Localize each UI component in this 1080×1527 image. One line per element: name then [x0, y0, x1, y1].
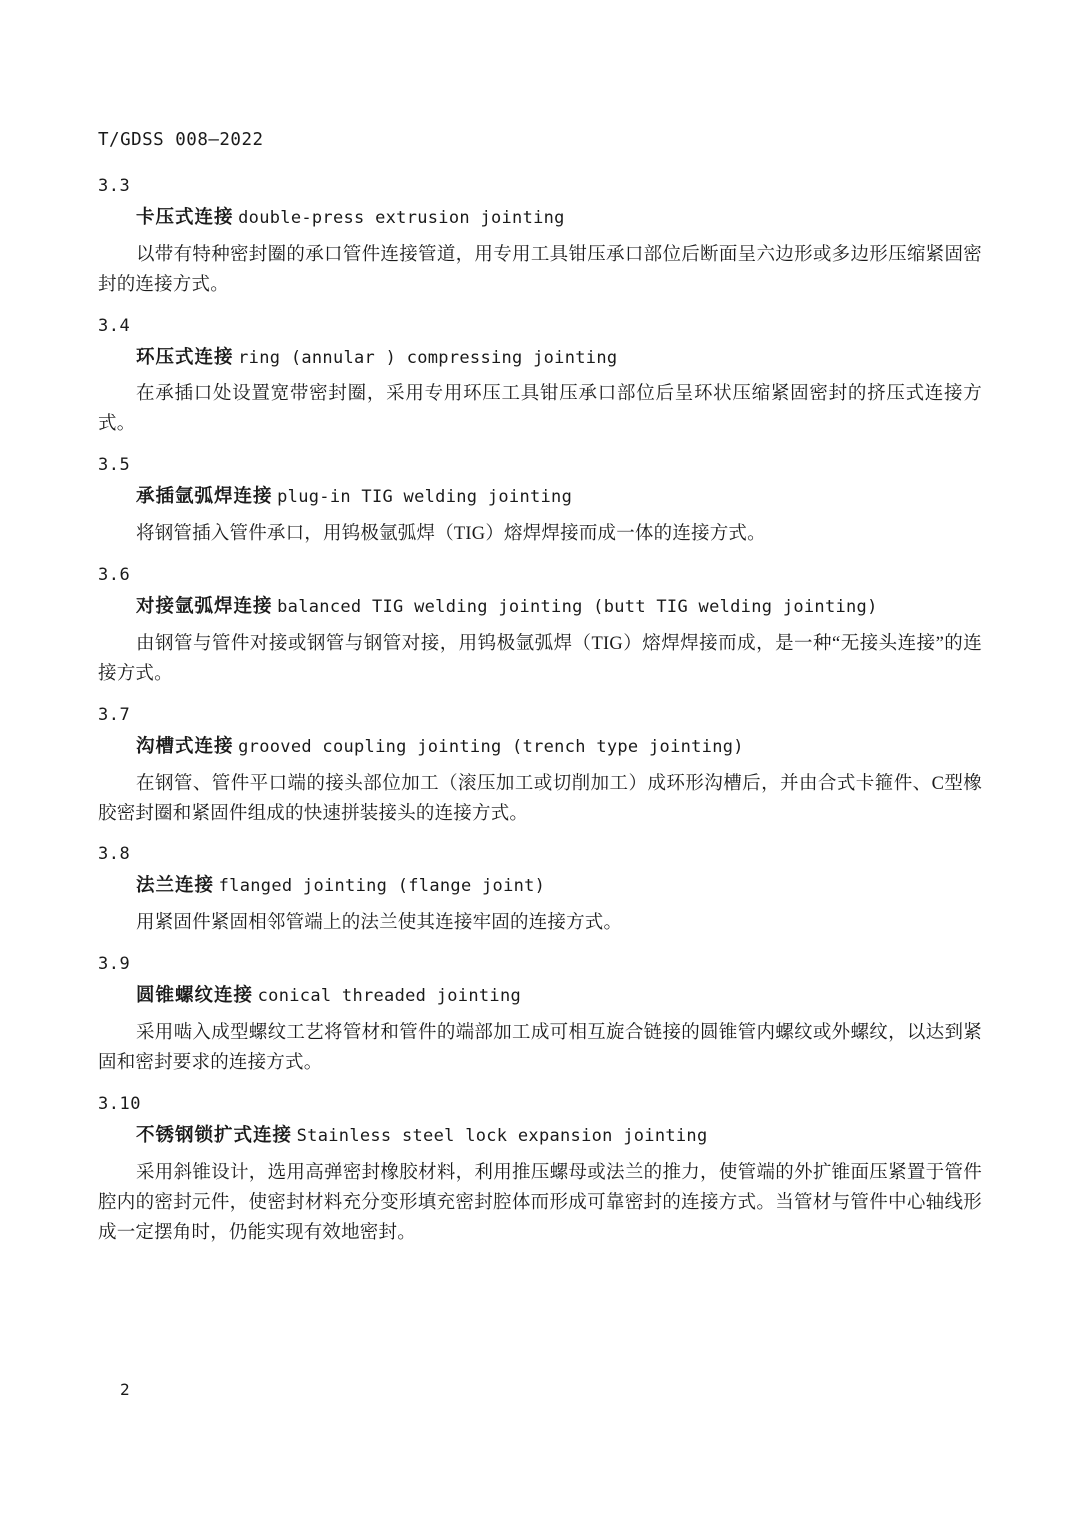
- clause-3-8: [98, 844, 982, 939]
- term-english: flanged jointing (flange joint): [218, 876, 546, 897]
- clause-3-9: [98, 954, 982, 1079]
- page-number: 2: [120, 1380, 130, 1399]
- clause-text: 以带有特种密封圈的承口管件连接管道，用专用工具钳压承口部位后断面呈六边形或多边形压缩紧固密封的连接方式。: [98, 244, 982, 295]
- clause-text: 采用啮入成型螺纹工艺将管材和管件的端部加工成可相互旋合链接的圆锥管内螺纹或外螺纹，以达到紧固和密封要求的连接方式。: [98, 1022, 982, 1073]
- term-chinese: 沟槽式连接: [136, 734, 234, 756]
- clause-number: 3.10: [98, 1093, 141, 1114]
- term-line: [98, 732, 982, 762]
- term-english: grooved coupling jointing (trench type jointing): [238, 736, 744, 757]
- term-english: double-press extrusion jointing: [238, 208, 565, 228]
- clause-text: 在承插口处设置宽带密封圈，采用专用环压工具钳压承口部位后呈环状压缩紧固密封的挤压式连接方式。: [98, 384, 982, 435]
- clause-3-5: [98, 455, 982, 550]
- clause-number: 3.7: [98, 704, 131, 725]
- clause-3-7: [98, 705, 982, 830]
- clause-3-6: [98, 565, 982, 690]
- term-line: [98, 343, 982, 373]
- term-chinese: 圆锥螺纹连接: [136, 984, 254, 1006]
- clause-number: 3.3: [98, 176, 131, 196]
- term-line: [98, 203, 982, 233]
- term-english: balanced TIG welding jointing (butt TIG welding jointing): [277, 597, 878, 618]
- clause-text: 将钢管插入管件承口，用钨极氩弧焊（TIG）熔焊焊接而成一体的连接方式。: [136, 524, 766, 545]
- term-chinese: 对接氩弧焊连接: [136, 595, 273, 617]
- term-line: [98, 482, 982, 512]
- clause-text: 用紧固件紧固相邻管端上的法兰使其连接牢固的连接方式。: [136, 913, 623, 934]
- term-chinese: 承插氩弧焊连接: [136, 485, 273, 507]
- term-chinese: 法兰连接: [136, 874, 215, 896]
- term-line: [98, 1121, 982, 1151]
- clause-text: 在钢管、管件平口端的接头部位加工（滚压加工或切削加工）成环形沟槽后，并由合式卡箍件、C型橡胶密封圈和紧固件组成的快速拼装接头的连接方式。: [98, 773, 982, 824]
- term-line: [98, 871, 982, 901]
- term-chinese: 不锈钢锁扩式连接: [136, 1123, 293, 1145]
- term-line: [98, 981, 982, 1011]
- clause-number: 3.6: [98, 565, 131, 586]
- clause-number: 3.9: [98, 954, 131, 975]
- term-chinese: 环压式连接: [136, 345, 234, 367]
- term-line: [98, 592, 982, 622]
- term-chinese: 卡压式连接: [136, 206, 234, 227]
- clause-text: 采用斜锥设计，选用高弹密封橡胶材料，利用推压螺母或法兰的推力，使管端的外扩锥面压紧置于管件腔内的密封元件，使密封材料充分变形填充密封腔体而形成可靠密封的连接方式。当管材与管件中心轴线形成一定摆角时，仍能实现有效地密封。: [98, 1162, 982, 1243]
- clause-3-10: [98, 1094, 982, 1249]
- term-english: plug-in TIG welding jointing: [277, 487, 573, 508]
- clause-number: 3.5: [98, 455, 131, 476]
- clause-3-4: [98, 316, 982, 441]
- clause-3-3: [98, 176, 982, 301]
- document-header: T/GDSS 008—2022: [98, 130, 264, 150]
- term-english: Stainless steel lock expansion jointing: [296, 1125, 708, 1146]
- term-english: ring (annular ) compressing jointing: [238, 347, 618, 368]
- clause-number: 3.4: [98, 315, 131, 336]
- clause-number: 3.8: [98, 844, 131, 865]
- clause-text: 由钢管与管件对接或钢管与钢管对接，用钨极氩弧焊（TIG）熔焊焊接而成，是一种“无接头连接”的连接方式。: [98, 633, 982, 684]
- term-english: conical threaded jointing: [257, 986, 522, 1007]
